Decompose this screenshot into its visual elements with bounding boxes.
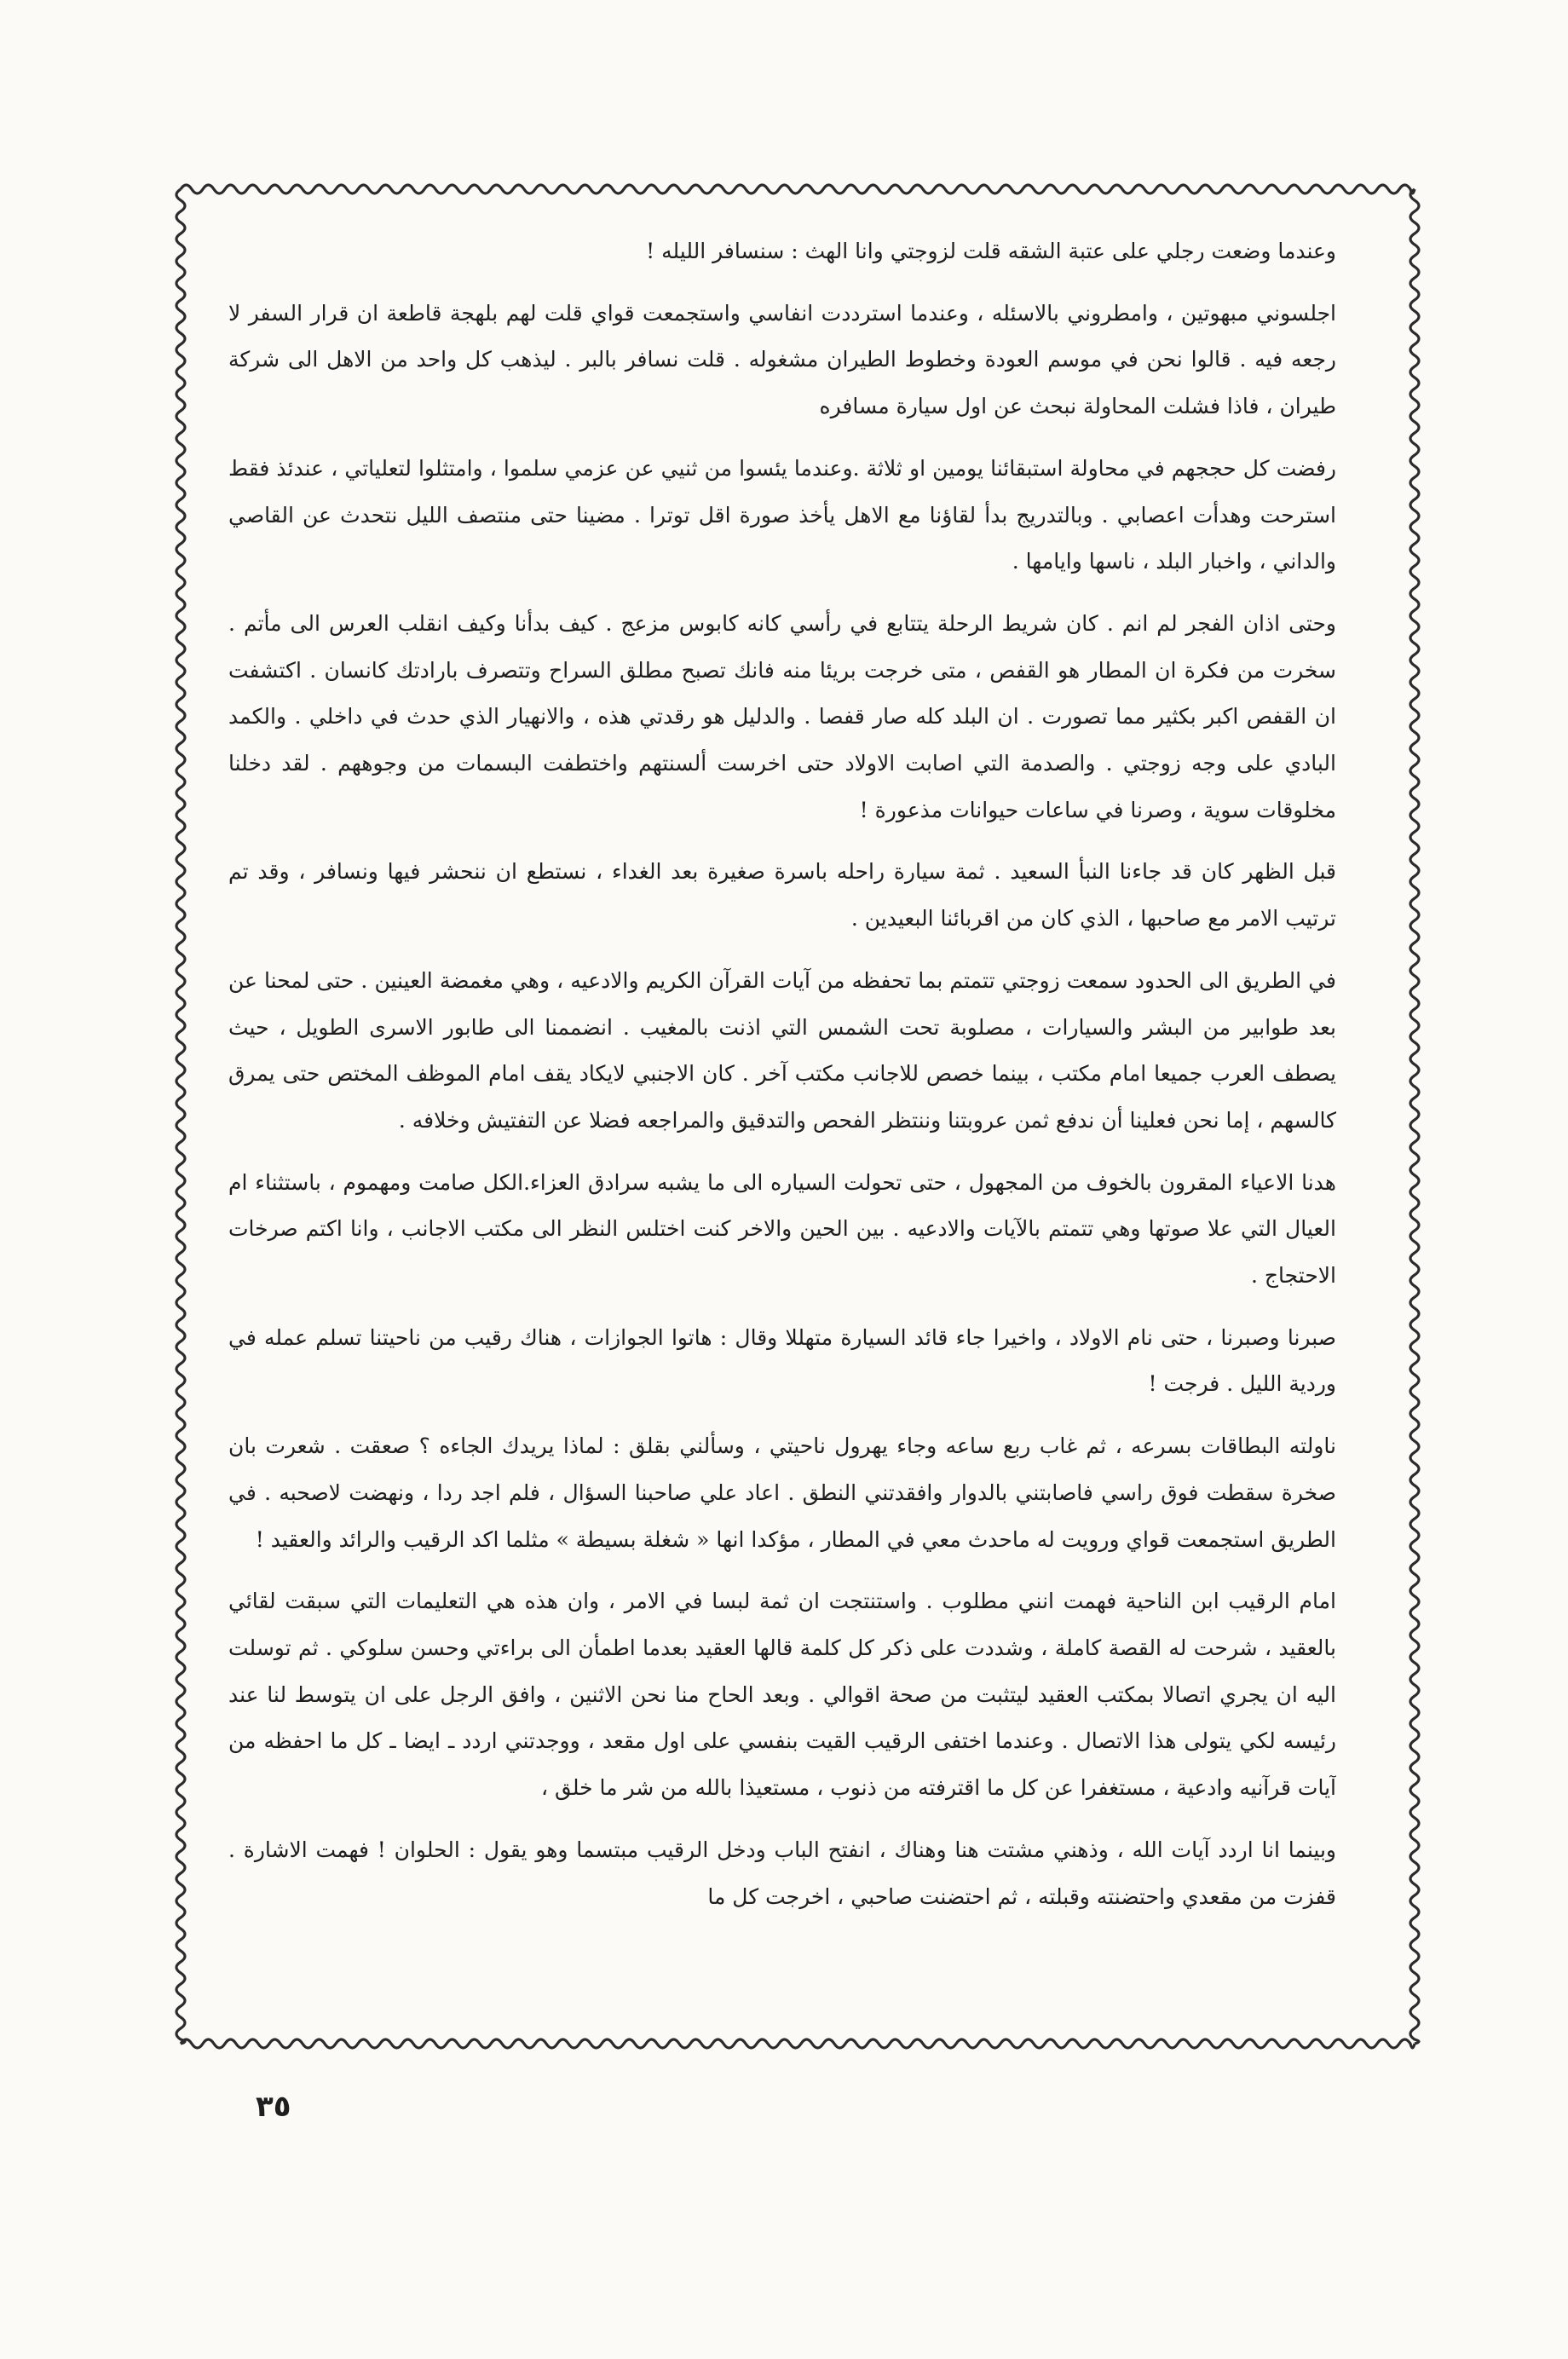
wavy-border-top [181,185,1415,193]
page-number: ٣٥ [256,2090,291,2124]
paragraph: امام الرقيب ابن الناحية فهمت انني مطلوب . واستنتجت ان ثمة لبسا في الامر ، وان هذه هي التعليمات التي سبقت لقائي بالعقيد ، شرحت له القصة كاملة ، وشددت على ذكر كل كلمة قالها العقيد بعدما اطمأن الى براءتي وحسن سلوكي . ثم توسلت اليه ان يجري اتصالا بمكتب العقيد ليتثبت من صحة اقوالي . وبعد الحاح منا نحن الاثنين ، وافق الرجل على ان يتوسط لنا عند رئيسه لكي يتولى هذا الاتصال . وعندما اختفى الرقيب القيت بنفسي على اول مقعد ، ووجدتني اردد ـ ايضا ـ كل ما احفظه من آيات قرآنيه وادعية ، مستغفرا عن كل ما اقترفته من ذنوب ، مستعيذا بالله من شر ما خلق ، [228,1589,1336,1801]
paragraph: وبينما انا اردد آيات الله ، وذهني مشتت هنا وهناك ، انفتح الباب ودخل الرقيب مبتسما وهو يقول : الحلوان ! فهمت الاشارة . قفزت من مقعدي واحتضنته وقبلته ، ثم احتضنت صاحبي ، اخرجت كل ما [228,1837,1336,1909]
body-text [228,228,1336,2274]
wavy-border-left [176,189,185,2044]
paragraph: اجلسوني مبهوتين ، وامطروني بالاسئله ، وعندما استرددت انفاسي واستجمعت قواي قلت لهم بلهجة قاطعة ان قرار السفر لا رجعه فيه . قالوا نحن في موسم العودة وخطوط الطيران مشغوله . قلت نسافر بالبر . ليذهب كل واحد من الاهل الى شركة طيران ، فاذا فشلت المحاولة نبحث عن اول سيارة مسافره [228,300,1336,419]
paragraph: في الطريق الى الحدود سمعت زوجتي تتمتم بما تحفظه من آيات القرآن الكريم والادعيه ، وهي مغمضة العينين . حتى لمحنا عن بعد طوابير من البشر والسيارات ، مصلوبة تحت الشمس التي اذنت بالمغيب . انضممنا الى طابور الاسرى الطويل ، حيث يصطف العرب جميعا امام مكتب ، بينما خصص للاجانب مكتب آخر . كان الاجنبي لايكاد يقف امام الموظف المختص حتى يمرق كالسهم ، إما نحن فعلينا أن ندفع ثمن عروبتنا وننتظر الفحص والتدقيق والمراجعه فضلا عن التفتيش وخلافه . [228,967,1336,1133]
paragraph: قبل الظهر كان قد جاءنا النبأ السعيد . ثمة سيارة راحله باسرة صغيرة بعد الغداء ، نستطع ان ننحشر فيها ونسافر ، وقد تم ترتيب الامر مع صاحبها ، الذي كان من اقربائنا البعيدين . [228,859,1336,931]
paragraph: وعندما وضعت رجلي على عتبة الشقه قلت لزوجتي وانا الهث : سنسافر الليله ! [646,239,1336,263]
paragraph: هدنا الاعياء المقرون بالخوف من المجهول ، حتى تحولت السياره الى ما يشبه سرادق العزاء.الكل صامت ومهموم ، باستثناء ام العيال التي علا صوتها وهي تتمتم بالآيات والادعيه . بين الحين والاخر كنت اختلس النظر الى مكتب الاجانب ، وانا اكتم صرخات الاحتجاج . [228,1169,1336,1289]
paragraph: صبرنا وصبرنا ، حتى نام الاولاد ، واخيرا جاء قائد السيارة متهللا وقال : هاتوا الجوازات ، هناك رقيب من ناحيتنا تسلم عمله في وردية الليل . فرجت ! [228,1324,1336,1397]
paragraph: وحتى اذان الفجر لم انم . كان شريط الرحلة يتتابع في رأسي كانه كابوس مزعج . كيف بدأنا وكيف انقلب العرس الى مأتم . سخرت من فكرة ان المطار هو القفص ، متى خرجت بريئا منه فانك تصبح مطلق السراح وتتصرف بارادتك كانسان . اكتشفت ان القفص اكبر بكثير مما تصورت . ان البلد كله صار قفصا . والدليل هو رقدتي هذه ، والانهيار الذي حدث في داخلي . والكمد البادي على وجه زوجتي . والصدمة التي اصابت الاولاد حتى اخرست ألسنتهم واختطفت البسمات من وجوههم . لقد دخلنا مخلوقات سوية ، وصرنا في ساعات حيوانات مذعورة ! [228,610,1336,822]
paragraph: رفضت كل حججهم في محاولة استبقائنا يومين او ثلاثة .وعندما يئسوا من ثنيي عن عزمي سلموا ، وامتثلوا لتعلياتي ، عندئذ فقط استرحت وهدأت اعصابي . وبالتدريج بدأ لقاؤنا مع الاهل يأخذ صورة اقل توترا . مضينا حتى منتصف الليل نتحدث عن القاصي والداني ، واخبار البلد ، ناسها وايامها . [228,455,1336,574]
wavy-border-right [1410,189,1419,2044]
paragraph: ناولته البطاقات بسرعه ، ثم غاب ربع ساعه وجاء يهرول ناحيتي ، وسألني بقلق : لماذا يريدك الجاءه ؟ صعقت . شعرت بان صخرة سقطت فوق راسي فاصابتني بالدوار وافقدتني النطق . اعاد علي صاحبنا السؤال ، فلم اجد ردا ، ونهضت لاصحبه . في الطريق استجمعت قواي ورويت له ماحدث معي في المطار ، مؤكدا انها « شغلة بسيطة » مثلما اكد الرقيب والرائد والعقيد ! [228,1433,1336,1552]
